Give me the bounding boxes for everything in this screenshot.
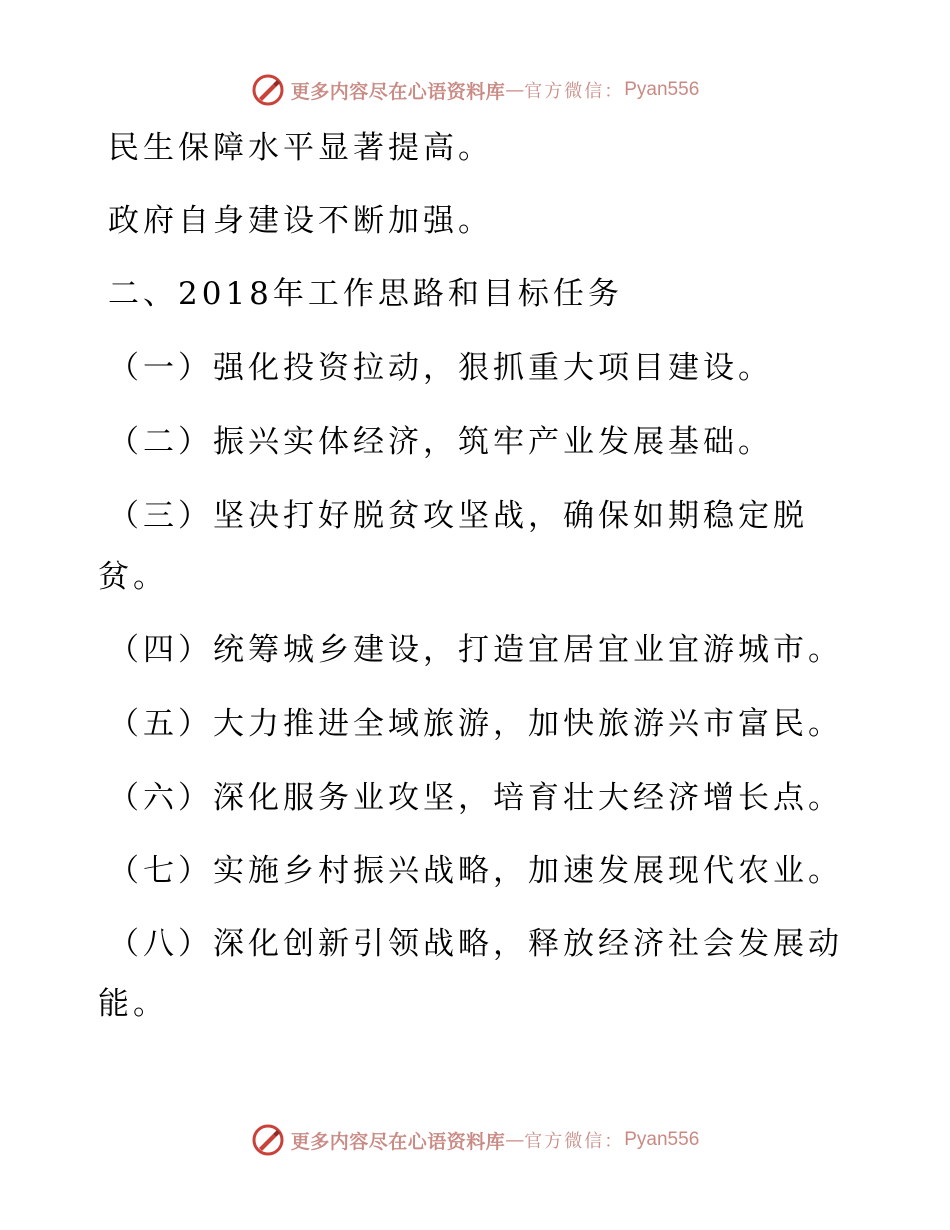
paragraph-livelihood: 民生保障水平显著提高。	[108, 130, 493, 166]
list-item-8: （八）深化创新引领战略，释放经济社会发展动	[108, 926, 843, 962]
list-item-2: （二）振兴实体经济，筑牢产业发展基础。	[108, 424, 773, 460]
watermark-header	[0, 70, 950, 110]
watermark-dash: —	[505, 79, 525, 101]
watermark-dash: —	[505, 1129, 525, 1151]
watermark-site-text: 更多内容尽在心语资料库	[290, 80, 506, 103]
watermark-label: 官方微信：	[524, 81, 625, 102]
section-heading-2018: 二、2018年工作思路和目标任务	[108, 276, 623, 312]
list-item-8-continued: 能。	[98, 986, 168, 1022]
watermark-footer	[0, 1120, 950, 1160]
watermark-id: Pyan556	[624, 1129, 700, 1150]
watermark-site-text: 更多内容尽在心语资料库	[290, 1130, 506, 1153]
list-item-3: （三）坚决打好脱贫攻坚战，确保如期稳定脱	[108, 498, 808, 534]
watermark-id: Pyan556	[624, 79, 700, 100]
list-item-6: （六）深化服务业攻坚，培育壮大经济增长点。	[108, 780, 843, 816]
paragraph-government: 政府自身建设不断加强。	[108, 203, 493, 239]
list-item-5: （五）大力推进全域旅游，加快旅游兴市富民。	[108, 706, 843, 742]
list-item-1: （一）强化投资拉动，狠抓重大项目建设。	[108, 350, 773, 386]
pen-logo-icon	[251, 1123, 285, 1157]
list-item-3-continued: 贫。	[98, 559, 168, 595]
list-item-4: （四）统筹城乡建设，打造宜居宜业宜游城市。	[108, 632, 843, 668]
list-item-7: （七）实施乡村振兴战略，加速发展现代农业。	[108, 853, 843, 889]
pen-logo-icon	[251, 73, 285, 107]
watermark-label: 官方微信：	[524, 1131, 625, 1152]
